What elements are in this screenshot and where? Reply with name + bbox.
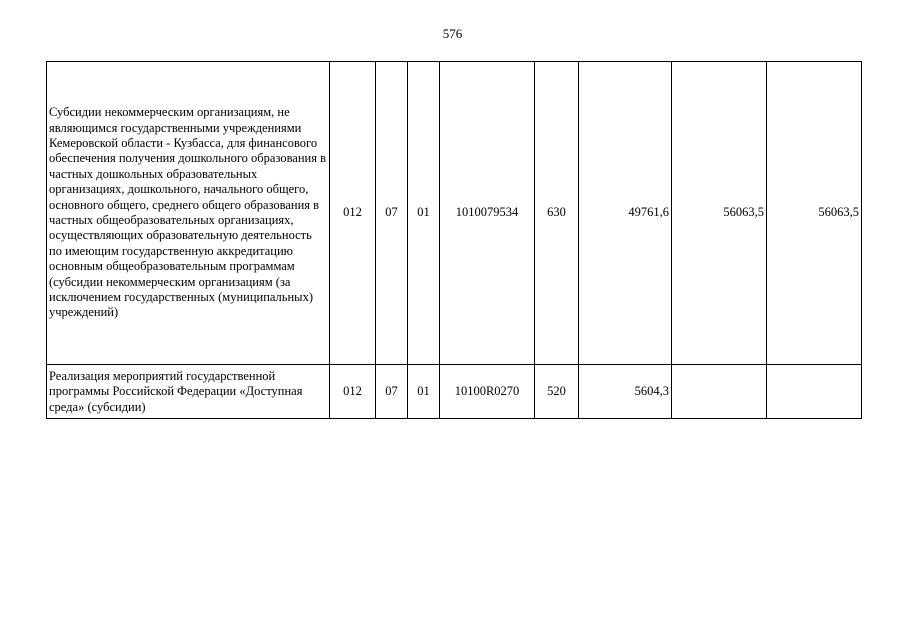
amount-year-3-cell: 56063,5 (767, 62, 862, 365)
target-article-cell: 10100R0270 (440, 365, 535, 419)
amount-year-1-cell: 49761,6 (579, 62, 672, 365)
section-code-cell: 07 (376, 365, 408, 419)
expense-name-cell: Субсидии некоммерческим организациям, не являющимся государственными учреждениями Кемеровской области - Кузбасса, для финансового обеспечения получения дошкольного образования в частных дошкольных образовательных организациях, дошкольного, начального общего, основного общего, среднего общего образования в частных общеобразовательных организациях, осуществляющих образовательную деятельность по имеющим государственную аккредитацию основным общеобразовательным программам (субсидии некоммерческим организациям (за исключением государственных (муниципальных) учреждений) (47, 62, 330, 365)
table-row (47, 62, 862, 365)
ministry-code-cell: 012 (330, 365, 376, 419)
target-article-cell: 1010079534 (440, 62, 535, 365)
amount-year-1-cell: 5604,3 (579, 365, 672, 419)
expense-type-cell: 520 (535, 365, 579, 419)
expense-type-cell: 630 (535, 62, 579, 365)
subsection-code-cell: 01 (408, 62, 440, 365)
table-row (47, 365, 862, 419)
page-number: 576 (442, 26, 463, 41)
amount-year-3-cell (767, 365, 862, 419)
expense-name-cell: Реализация мероприятий государственной программы Российской Федерации «Доступная среда» (субсидии) (47, 365, 330, 419)
budget-table (46, 61, 862, 419)
amount-year-2-cell (672, 365, 767, 419)
subsection-code-cell: 01 (408, 365, 440, 419)
amount-year-2-cell: 56063,5 (672, 62, 767, 365)
ministry-code-cell: 012 (330, 62, 376, 365)
section-code-cell: 07 (376, 62, 408, 365)
